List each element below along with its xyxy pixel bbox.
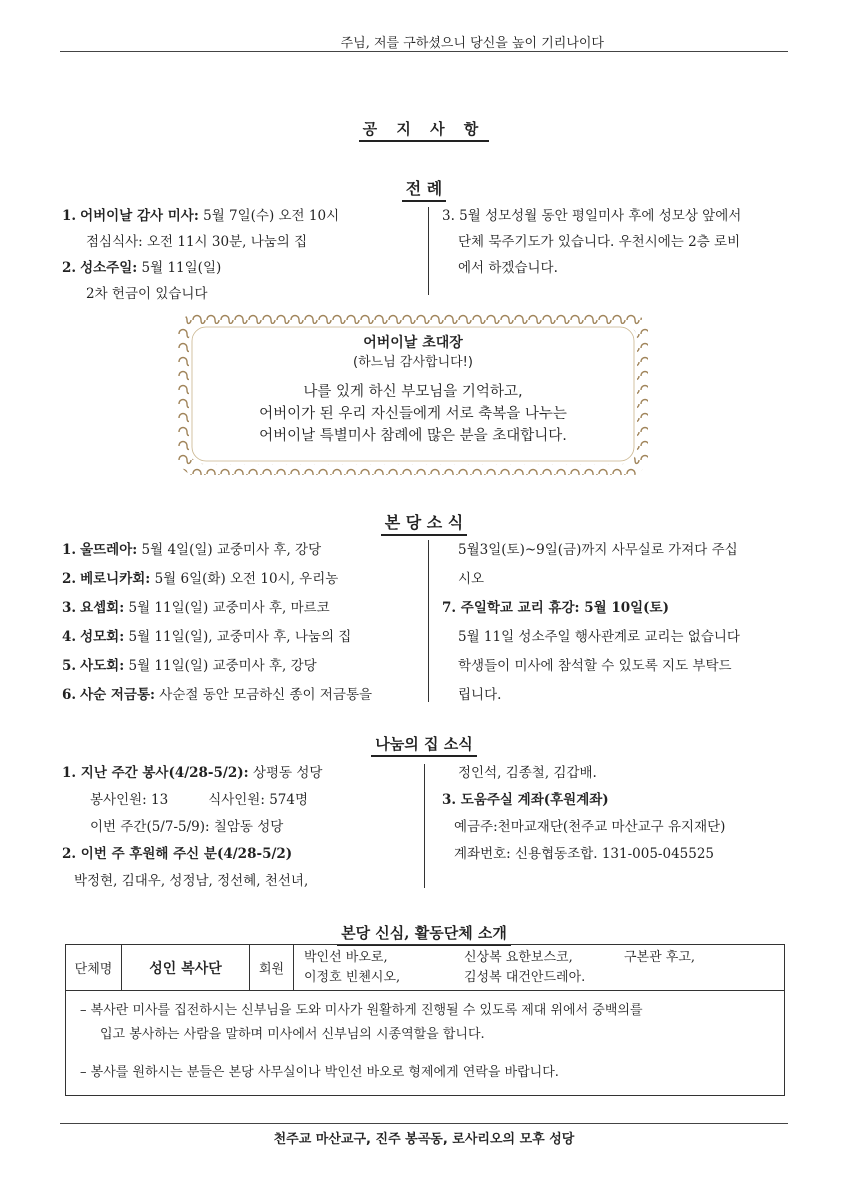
parish-news-title: 본 당 소 식 xyxy=(0,510,848,536)
sharing-left-column xyxy=(62,760,427,895)
note-line: – 복사란 미사를 집전하시는 신부님을 도와 미사가 원활하게 진행될 수 있도록 제대 위에서 중백의를 xyxy=(80,1003,643,1018)
sharing-right-column xyxy=(442,760,792,868)
column-divider xyxy=(428,207,429,295)
parish-left-column xyxy=(62,536,427,710)
parish-item: 3. 요셉회: 5월 11일(일) 교중미사 후, 마르코 xyxy=(62,600,330,616)
liturgy-right-column xyxy=(442,203,792,281)
liturgy-subline: 2차 헌금이 있습니다 xyxy=(86,286,208,302)
parish-item: 5. 사도회: 5월 11일(일) 교중미사 후, 강당 xyxy=(62,658,317,674)
sharing-item-3: 3. 도움주실 계좌(후원계좌) xyxy=(442,792,609,808)
parish-item: 4. 성모회: 5월 11일(일), 교중미사 후, 나눔의 집 xyxy=(62,629,352,645)
notice-title: 공 지 사 항 xyxy=(0,118,848,142)
liturgy-left-column xyxy=(62,203,422,307)
group-notes xyxy=(66,991,785,1096)
liturgy-item-3-line3: 에서 하겠습니다. xyxy=(458,260,558,276)
liturgy-title: 전 례 xyxy=(0,176,848,202)
parish-item-7-line: 5월 11일 성소주일 행사관계로 교리는 없습니다 xyxy=(458,629,740,645)
liturgy-subline: 점심식사: 오전 11시 30분, 나눔의 집 xyxy=(86,234,308,250)
sharing-donors-cont: 정인석, 김종철, 김갑배. xyxy=(458,765,597,781)
invitation-line: 어버이날 특별미사 참례에 많은 분을 초대합니다. xyxy=(259,428,567,444)
parish-item: 1. 울뜨레아: 5월 4일(일) 교중미사 후, 강당 xyxy=(62,542,322,558)
invitation-card xyxy=(178,313,648,475)
parish-item-6-cont2: 시오 xyxy=(458,571,485,587)
parish-right-column xyxy=(442,536,792,710)
group-label: 단체명 xyxy=(66,945,122,991)
page-footer: 천주교 마산교구, 진주 봉곡동, 로사리오의 모후 성당 xyxy=(273,1132,575,1147)
footer-divider xyxy=(60,1123,788,1124)
parish-item-7-line: 학생들이 미사에 참석할 수 있도록 지도 부탁드 xyxy=(458,658,732,674)
column-divider xyxy=(428,540,429,702)
sharing-house-title: 나눔의 집 소식 xyxy=(0,733,848,757)
invitation-subtitle: (하느님 감사합니다!) xyxy=(353,355,473,370)
liturgy-item: 1. 어버이날 감사 미사: 5월 7일(수) 오전 10시 xyxy=(62,208,340,224)
note-line: 입고 봉사하는 사람을 말하며 미사에서 신부님의 시종역할을 합니다. xyxy=(100,1027,485,1042)
sharing-counts: 봉사인원: 13 식사인원: 574명 xyxy=(90,792,308,808)
header-divider xyxy=(60,51,788,52)
invitation-line: 나를 있게 하신 부모님을 기억하고, xyxy=(303,384,523,400)
liturgy-item-3-line2: 단체 묵주기도가 있습니다. 우천시에는 2층 로비 xyxy=(458,234,741,250)
liturgy-item-3: 3. 5월 성모성월 동안 평일미사 후에 성모상 앞에서 xyxy=(442,208,742,224)
members-label: 회원 xyxy=(250,945,294,991)
parish-item: 2. 베로니카회: 5월 6일(화) 오전 10시, 우리농 xyxy=(62,571,339,587)
sharing-item-2: 2. 이번 주 후원해 주신 분(4/28-5/2) xyxy=(62,846,293,862)
sharing-donors: 박정현, 김대우, 성정남, 정선혜, 천선녀, xyxy=(74,873,309,889)
sharing-item-1: 1. 지난 주간 봉사(4/28-5/2): 상평동 성당 xyxy=(62,765,323,781)
groups-title: 본당 신심, 활동단체 소개 xyxy=(0,922,848,946)
parish-item: 6. 사순 저금통: 사순절 동안 모금하신 종이 저금통을 xyxy=(62,687,373,703)
sharing-this-week: 이번 주간(5/7-5/9): 칠암동 성당 xyxy=(90,819,284,835)
account-holder: 예금주:천마교재단(천주교 마산교구 유지재단) xyxy=(454,819,726,835)
invitation-line: 어버이가 된 우리 자신들에게 서로 축복을 나누는 xyxy=(259,406,567,422)
invitation-title: 어버이날 초대장 xyxy=(363,335,463,351)
parish-item-7-line: 립니다. xyxy=(458,687,502,703)
parish-item-7: 7. 주일학교 교리 휴강: 5월 10일(토) xyxy=(442,600,669,616)
group-name: 성인 복사단 xyxy=(122,945,250,991)
liturgy-item: 2. 성소주일: 5월 11일(일) xyxy=(62,260,222,276)
parish-item-6-cont: 5월3일(토)~9일(금)까지 사무실로 가져다 주십 xyxy=(458,542,738,558)
account-number: 계좌번호: 신용협동조합. 131-005-045525 xyxy=(454,846,715,862)
note-line: – 봉사를 원하시는 분들은 본당 사무실이나 박인선 바오로 형제에게 연락을 바랍니다. xyxy=(80,1065,559,1080)
members-list: 박인선 바오로, 신상복 요한보스코, 구본관 후고, 이정호 빈첸시오, 김성복 대건안드레아. xyxy=(294,945,785,991)
page-header: 주님, 저를 구하셨으니 당신을 높이 기리나이다 xyxy=(340,36,604,51)
column-divider xyxy=(424,764,425,888)
group-table xyxy=(65,944,785,1096)
